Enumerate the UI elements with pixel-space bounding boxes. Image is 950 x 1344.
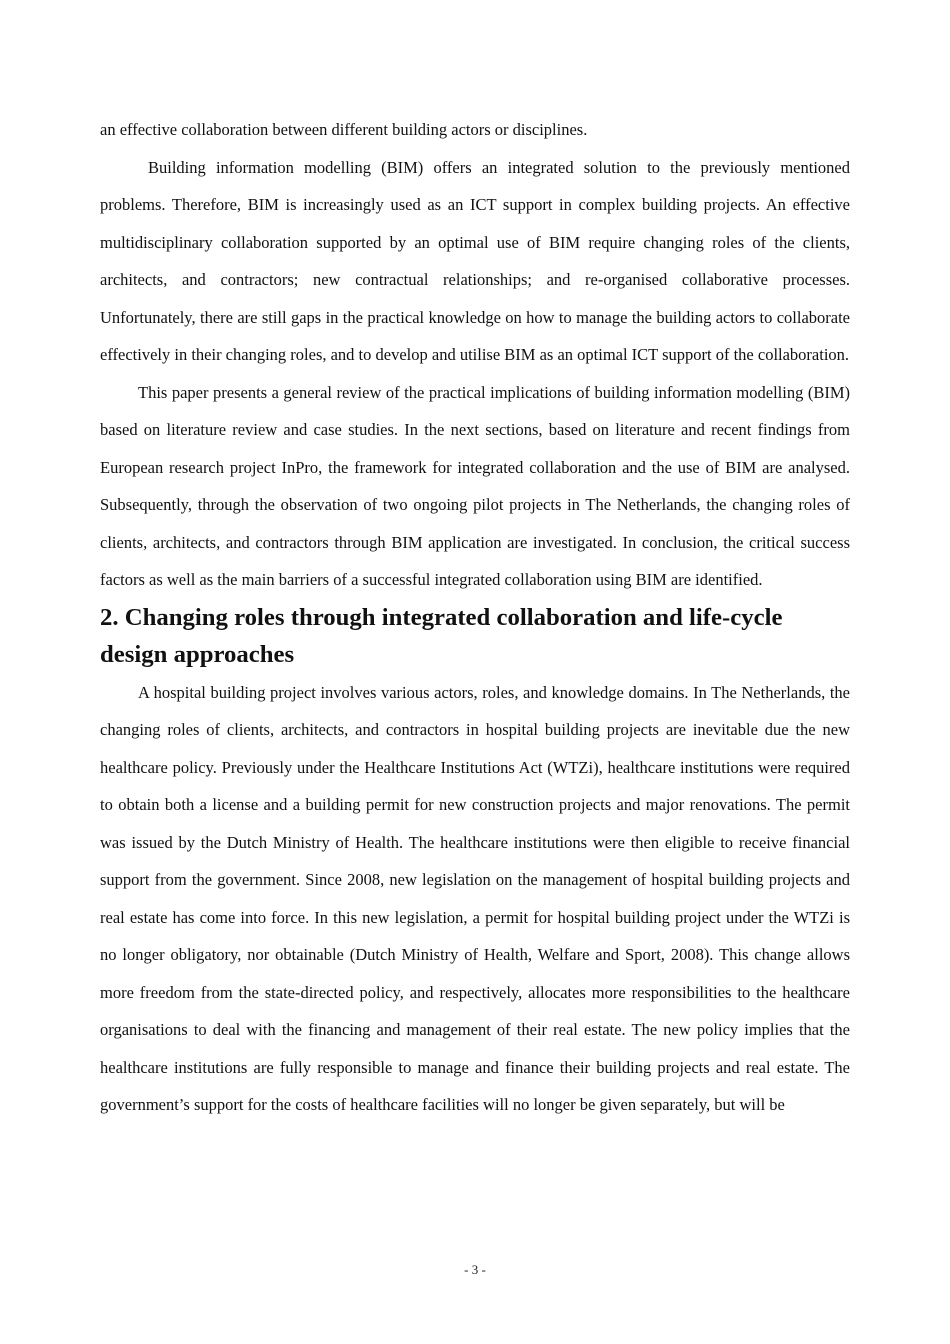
page-number: - 3 - (464, 1262, 486, 1277)
body-text (100, 111, 850, 1124)
paragraph-bim-intro: Building information modelling (BIM) offers an integrated solution to the previously mentioned problems. Therefore, BIM is increasingly used as an ICT support in complex building projects. An effective multidisciplinary collaboration supported by an optimal use of BIM require changing roles of the clients, architects, and contractors; new contractual relationships; and re-organised collaborative processes. Unfortunately, there are still gaps in the practical knowledge on how to manage the building actors to collaborate effectively in their changing roles, and to develop and utilise BIM as an optimal ICT support of the collaboration. (100, 157, 850, 364)
paragraph-continued: an effective collaboration between different building actors or disciplines. (100, 120, 588, 139)
paragraph-hospital-project: A hospital building project involves various actors, roles, and knowledge domains. In The Netherlands, the changing roles of clients, architects, and contractors in hospital building projects are inevitable due the new healthcare policy. Previously under the Healthcare Institutions Act (WTZi), healthcare institutions were required to obtain both a license and a building permit for new construction projects and major renovations. The permit was issued by the Dutch Ministry of Health. The healthcare institutions were then eligible to receive financial support from the government. Since 2008, new legislation on the management of hospital building projects and real estate has come into force. In this new legislation, a permit for hospital building project under the WTZi is no longer obligatory, nor obtainable (Dutch Ministry of Health, Welfare and Sport, 2008). This change allows more freedom from the state-directed policy, and respectively, allocates more responsibilities to the healthcare organisations to deal with the financing and management of their real estate. The new policy implies that the healthcare institutions are fully responsible to manage and finance their building projects and real estate. The government’s support for the costs of healthcare facilities will no longer be given separately, but will be (100, 682, 850, 1114)
section-heading: 2. Changing roles through integrated collaboration and life-cycle design approaches (100, 603, 783, 668)
paragraph-paper-overview: This paper presents a general review of the practical implications of building information modelling (BIM) based on literature review and case studies. In the next sections, based on literature and recent findings from European research project InPro, the framework for integrated collaboration and the use of BIM are analysed. Subsequently, through the observation of two ongoing pilot projects in The Netherlands, the changing roles of clients, architects, and contractors through BIM application are investigated. In conclusion, the critical success factors as well as the main barriers of a successful integrated collaboration using BIM are identified. (100, 382, 850, 589)
